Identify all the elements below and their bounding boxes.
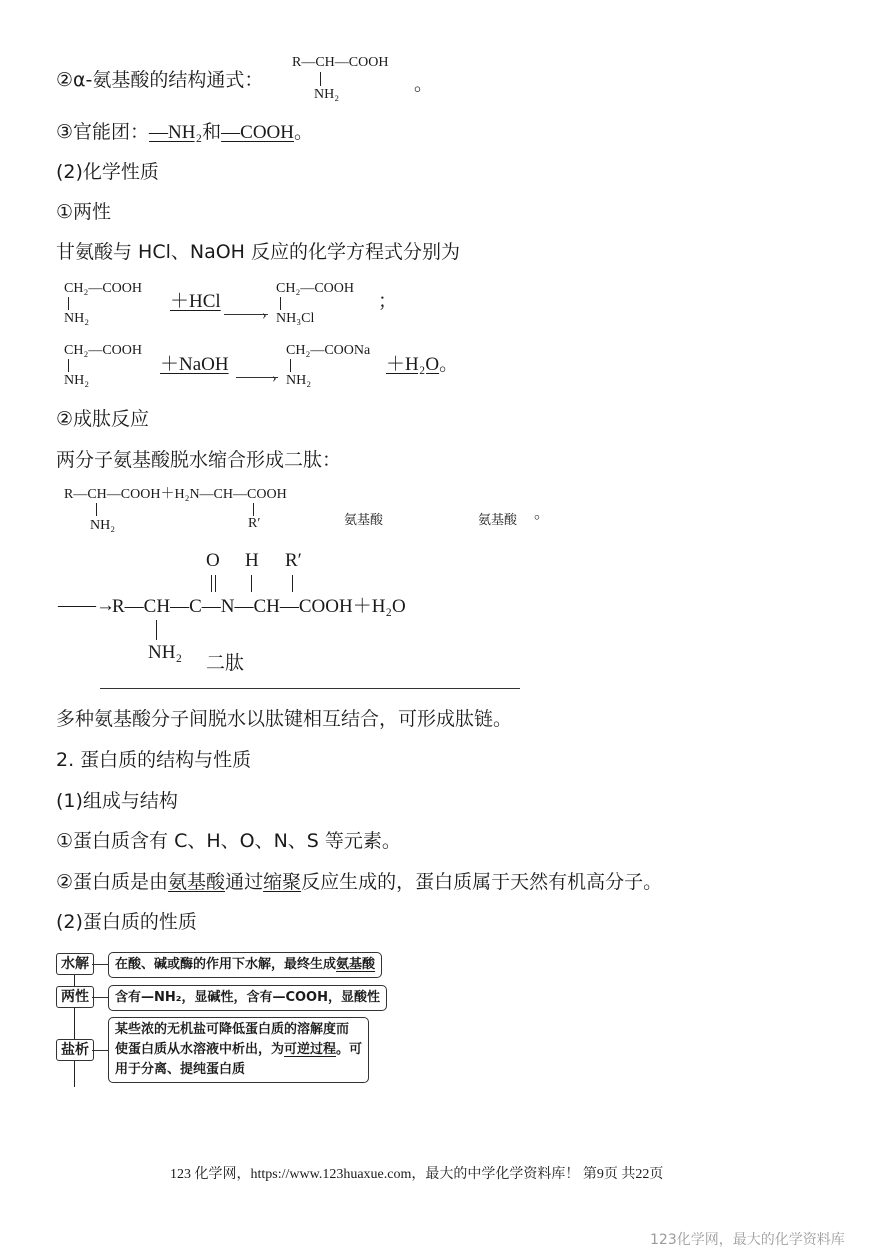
bond-line: [280, 297, 281, 310]
connector: [92, 997, 108, 998]
divider: [100, 688, 520, 689]
eq1-end: ；: [378, 291, 398, 312]
bond-line: [156, 620, 157, 640]
bond-line: [292, 575, 293, 592]
amino-acid-label-2: 氨基酸: [478, 513, 518, 528]
properties-title: (2)蛋白质的性质: [56, 911, 197, 933]
elements-text: ①蛋白质含有 C、H、O、N、S 等元素。: [56, 830, 401, 852]
alpha-formula-bottom: NH₂: [314, 87, 340, 102]
tag-hydrolysis: 水解: [56, 953, 94, 975]
product-substituent: NH₂: [148, 642, 183, 663]
bond-line: [253, 503, 254, 516]
double-bond: [215, 575, 216, 592]
eq1-product-top: CH₂—COOH: [276, 281, 354, 296]
box-amphoteric: 含有—NH₂，显碱性，含有—COOH，显酸性: [108, 985, 387, 1011]
glycine-intro: 甘氨酸与 HCl、NaOH 反应的化学方程式分别为: [56, 241, 461, 263]
formation-text: ②蛋白质是由氨基酸通过缩聚反应生成的，蛋白质属于天然有机高分子。: [56, 871, 663, 893]
alpha-formula-top: R—CH—COOH: [292, 55, 389, 70]
box-salting-out: 某些浓的无机盐可降低蛋白质的溶解度而 使蛋白质从水溶液中析出，为可逆过程。可 用于分离、提纯蛋白质: [108, 1017, 369, 1083]
eq2-product-top: CH₂—COONa: [286, 343, 371, 358]
composition-title: (1)组成与结构: [56, 790, 178, 812]
reactant1-substituent: NH₂: [90, 518, 116, 533]
product-r-group: R′: [285, 550, 302, 571]
dipeptide-reactants: R—CH—COOH＋H₂N—CH—COOH: [64, 487, 287, 502]
amino-acid-label-1: 氨基酸: [344, 513, 384, 528]
carbonyl-oxygen: O: [206, 550, 220, 571]
bond-line: [290, 359, 291, 372]
functional-groups: ③官能团：—NH₂和—COOH。: [56, 121, 313, 143]
bond-line: [96, 503, 97, 516]
bond-line: [68, 359, 69, 372]
arrow-head: ›: [262, 308, 267, 323]
alpha-formula-label: ②α-氨基酸的结构通式：: [56, 69, 264, 91]
chem-properties-title: (2)化学性质: [56, 161, 159, 183]
peptide-title: ②成肽反应: [56, 408, 150, 430]
tag-amphoteric: 两性: [56, 986, 94, 1008]
bond-line: [68, 297, 69, 310]
eq1-reactant-top: CH₂—COOH: [64, 281, 142, 296]
eq2-water: ＋H₂O。: [386, 354, 459, 375]
eq1-reactant-bottom: NH₂: [64, 311, 90, 326]
peptide-intro: 两分子氨基酸脱水缩合形成二肽：: [56, 449, 342, 471]
eq2-reactant-top: CH₂—COOH: [64, 343, 142, 358]
eq1-product-bottom: NH₃Cl: [276, 311, 315, 326]
watermark: 123化学网，最大的化学资料库: [650, 1232, 845, 1248]
double-bond: [211, 575, 212, 592]
eq2-reagent: ＋NaOH: [160, 354, 229, 375]
connector: [92, 964, 108, 965]
eq1-reagent: ＋HCl: [170, 291, 221, 312]
peptide-chain-text: 多种氨基酸分子间脱水以肽键相互结合，可形成肽链。: [56, 708, 513, 730]
tag-salting-out: 盐析: [56, 1039, 94, 1061]
amide-hydrogen: H: [245, 550, 259, 571]
reaction-arrow: ——→: [58, 595, 115, 616]
alpha-formula-end: 。: [414, 73, 434, 95]
connector: [92, 1050, 108, 1051]
dipeptide-label: 二肽: [206, 652, 245, 674]
dipeptide-eq-end: 。: [534, 505, 551, 522]
page-footer: 123 化学网，https://www.123huaxue.com，最大的中学化学资料库！ 第9页 共22页: [170, 1167, 664, 1182]
arrow-head: ›: [272, 371, 277, 386]
protein-section-title: 2. 蛋白质的结构与性质: [56, 749, 252, 771]
bond-line: [320, 72, 321, 86]
eq2-product-bottom: NH₂: [286, 373, 312, 388]
dipeptide-product: R—CH—C—N—CH—COOH＋H₂O: [112, 596, 406, 617]
reactant2-substituent: R′: [248, 516, 261, 531]
amphoteric-title: ①两性: [56, 201, 112, 223]
eq2-reactant-bottom: NH₂: [64, 373, 90, 388]
bond-line: [251, 575, 252, 592]
box-hydrolysis: 在酸、碱或酶的作用下水解，最终生成氨基酸: [108, 952, 382, 978]
